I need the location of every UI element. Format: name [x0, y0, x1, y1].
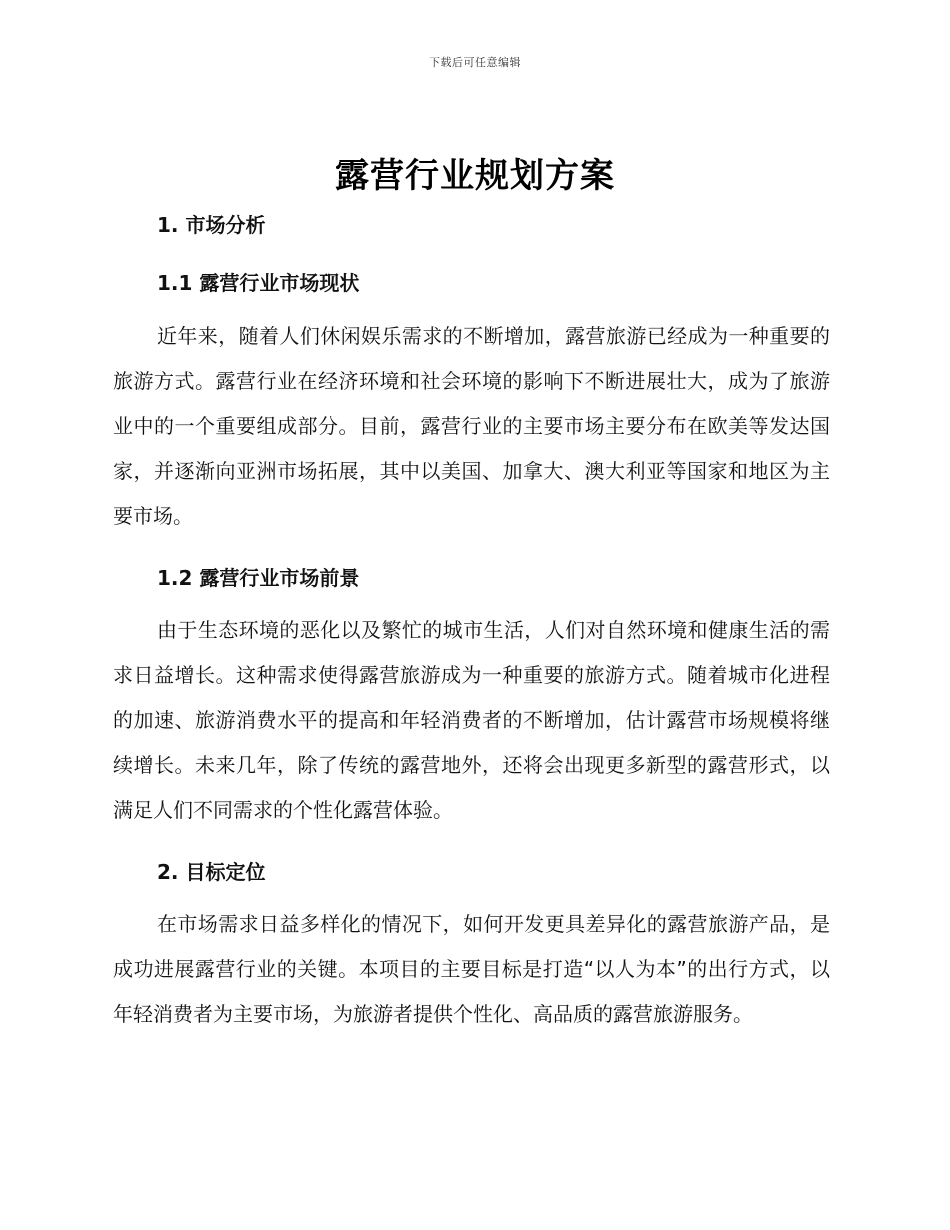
section-heading-target-positioning: 2. 目标定位 — [157, 860, 266, 884]
paragraph-target-positioning: 在市场需求日益多样化的情况下，如何开发更具差异化的露营旅游产品，是成功进展露营行业的关键。本项目的主要目标是打造“以人为本”的出行方式，以年轻消费者为主要市场，为旅游者提供个性化、高品质的露营旅游服务。 — [113, 912, 830, 1026]
document-title: 露营行业规划方案 — [335, 156, 615, 196]
section-heading-market-status: 1.1 露营行业市场现状 — [157, 271, 360, 295]
paragraph-market-outlook: 由于生态环境的恶化以及繁忙的城市生活，人们对自然环境和健康生活的需求日益增长。这种需求使得露营旅游成为一种重要的旅游方式。随着城市化进程的加速、旅游消费水平的提高和年轻消费者的不断增加，估计露营市场规模将继续增长。未来几年，除了传统的露营地外，还将会出现更多新型的露营形式，以满足人们不同需求的个性化露营体验。 — [113, 618, 830, 822]
section-heading-market-analysis: 1. 市场分析 — [157, 213, 266, 237]
header-note: 下载后可任意编辑 — [429, 56, 521, 69]
section-heading-market-outlook: 1.2 露营行业市场前景 — [157, 566, 360, 590]
paragraph-market-status: 近年来，随着人们休闲娱乐需求的不断增加，露营旅游已经成为一种重要的旅游方式。露营行业在经济环境和社会环境的影响下不断进展壮大，成为了旅游业中的一个重要组成部分。目前，露营行业的主要市场主要分布在欧美等发达国家，并逐渐向亚洲市场拓展，其中以美国、加拿大、澳大利亚等国家和地区为主要市场。 — [113, 324, 830, 528]
